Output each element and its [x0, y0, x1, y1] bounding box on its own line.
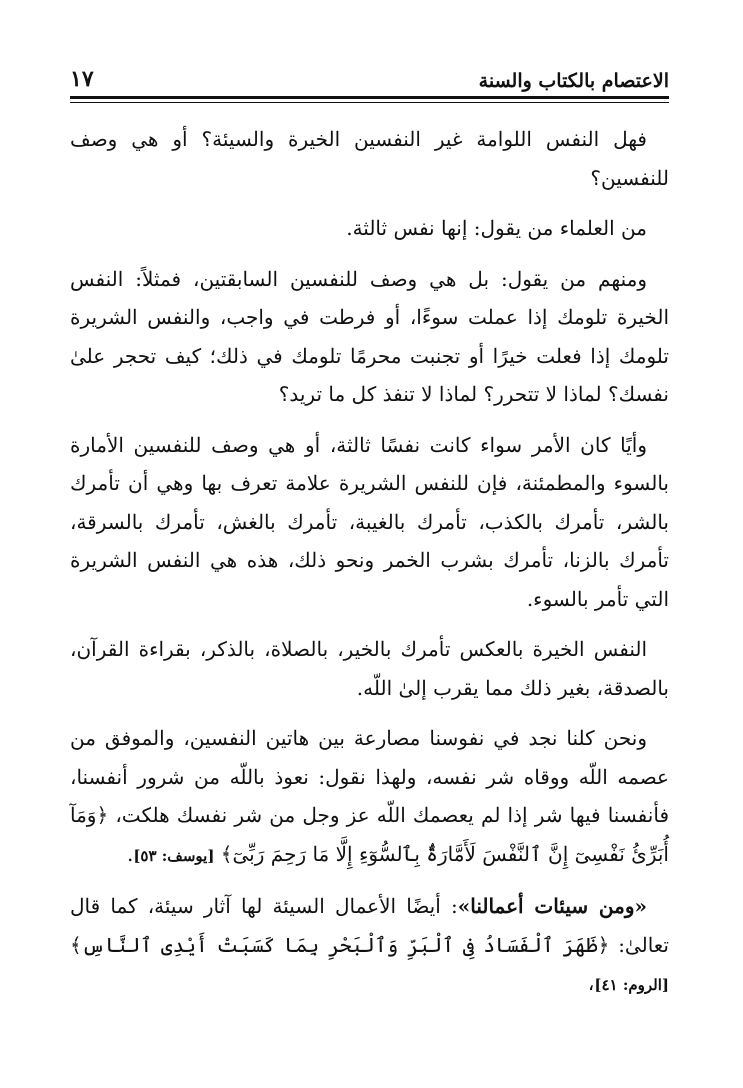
book-title: الاعتصام بالكتاب والسنة [478, 70, 669, 92]
paragraph-tail: ، [587, 971, 595, 995]
paragraph-text: ومنهم من يقول: بل هي وصف للنفسين السابقتين، فمثلاً: النفس الخيرة تلومك إذا عملت سوءًا، أو فرطت في واجب، والنفس الشريرة تلومك إذا فعلت خيرًا أو تجنبت محرمًا تلومك في ذلك؛ كيف تحجر علىٰ نفسك؟ لماذا لا تتحرر؟ لماذا لا تنفذ كل ما تريد؟ [70, 266, 669, 406]
paragraph-7 [70, 887, 669, 1005]
quran-verse: ﴿ظَهَرَ ٱلْفَسَادُ فِى ٱلْبَرِّ وَٱلْبَحْرِ بِمَا كَسَبَتْ أَيْدِى ٱلنَّاسِ﴾ [70, 932, 610, 957]
paragraph-text: ونحن كلنا نجد في نفوسنا مصارعة بين هاتين النفسين، والموفق من عصمه اللّه ووقاه شر نفسه، ولهذا نقول: نعوذ باللّه من شرور أنفسنا، فأنفسنا فيها شر إذا لم يعصمك اللّه عز وجل من شر نفسك هلكت، [70, 726, 670, 827]
quran-verse: ﴿وَمَآ أُبَرِّئُ نَفْسِىٓ إِنَّ ٱلنَّفْسَ لَأَمَّارَةٌۢ بِٱلسُّوٓءِ إِلَّا مَا رَحِمَ رَبِّىٓ﴾ [70, 803, 669, 866]
paragraph-text: فهل النفس اللوامة غير النفسين الخيرة والسيئة؟ أو هي وصف للنفسين؟ [70, 127, 669, 190]
paragraph-text: النفس الخيرة بالعكس تأمرك بالخير، بالصلاة، بالذكر، بقراءة القرآن، بالصدقة، بغير ذلك مما يقرب إلىٰ اللّه. [70, 637, 669, 700]
paragraph-5 [70, 630, 669, 707]
quoted-phrase: «ومن سيئات أعمالنا» [457, 894, 647, 918]
header-rule-thin [70, 102, 669, 103]
paragraph-text: من العلماء من يقول: إنها نفس ثالثة. [346, 216, 647, 240]
paragraph-2 [70, 209, 669, 248]
page-body [70, 120, 669, 1017]
verse-reference: [يوسف: ٥٣] [133, 846, 215, 865]
paragraph-3 [70, 260, 669, 414]
paragraph-1 [70, 120, 669, 197]
page-number: ١٧ [70, 66, 94, 92]
page-header [70, 58, 669, 92]
paragraph-6 [70, 719, 669, 875]
header-rule-thick [70, 96, 669, 99]
verse-reference: [الروم: ٤١] [594, 976, 669, 994]
paragraph-tail: . [126, 841, 134, 866]
paragraph-4 [70, 426, 669, 619]
paragraph-text: وأيًا كان الأمر سواء كانت نفسًا ثالثة، أو هي وصف للنفسين الأمارة بالسوء والمطمئنة، فإن للنفس الشريرة علامة تعرف بها وهي أن تأمرك بالشر، تأمرك بالكذب، تأمرك بالغيبة، تأمرك بالغش، تأمرك بالسرقة، تأمرك بالزنا، تأمرك بشرب الخمر ونحو ذلك، هذه هي النفس الشريرة التي تأمر بالسوء. [70, 432, 669, 611]
paragraph-text: : أيضًا الأعمال السيئة لها آثار سيئة، كما قال تعالىٰ: [70, 894, 669, 957]
